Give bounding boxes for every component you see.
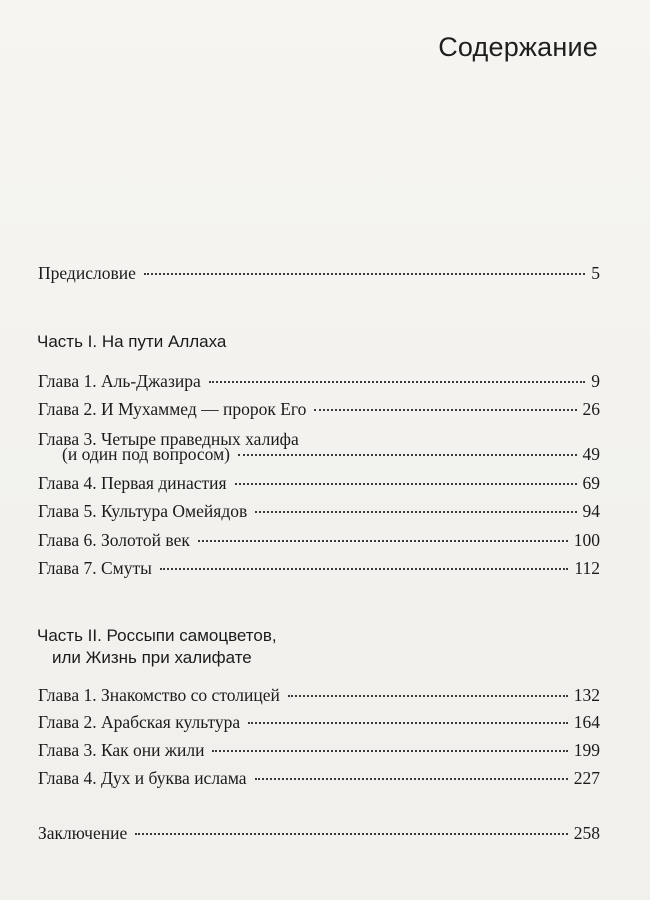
toc-entry — [38, 529, 600, 551]
toc-page-number: 199 — [573, 740, 600, 760]
toc-page-number: 9 — [591, 371, 600, 391]
toc-entry-conclusion — [38, 822, 600, 844]
toc-page-number: 227 — [573, 768, 600, 788]
toc-page-number: 100 — [573, 530, 600, 550]
toc-entry-label: Глава 2. И Мухаммед — пророк Его — [38, 399, 307, 419]
dot-leader — [314, 409, 576, 411]
dot-leader — [255, 511, 576, 513]
toc-entry — [38, 370, 600, 392]
dot-leader — [255, 778, 568, 780]
dot-leader — [235, 483, 577, 485]
toc-entry-label: Глава 5. Культура Омейядов — [38, 501, 248, 521]
dot-leader — [248, 722, 568, 724]
toc-page-number: 26 — [582, 399, 600, 419]
toc-page-number: 94 — [582, 501, 600, 521]
toc-entry-label: Глава 7. Смуты — [38, 558, 152, 578]
toc-entry-label: Глава 4. Первая династия — [38, 473, 227, 493]
toc-page-number: 132 — [573, 685, 600, 705]
dot-leader — [288, 695, 568, 697]
toc-entry-label: Глава 3. Четыре праведных халифа — [38, 429, 299, 449]
toc-entry — [38, 398, 600, 420]
part-heading-1: Часть I. На пути Аллаха — [37, 332, 227, 351]
part-heading-2: Часть II. Россыпи самоцветов, — [37, 626, 277, 645]
toc-entry-label: Глава 4. Дух и буква ислама — [38, 768, 247, 788]
toc-entry — [38, 472, 600, 494]
page-title: Содержание — [438, 32, 598, 62]
toc-page-number: 49 — [582, 444, 600, 464]
toc-entry-label: Глава 1. Знакомство со столицей — [38, 685, 280, 705]
toc-entry — [38, 684, 600, 706]
toc-entry-preface — [38, 262, 600, 284]
dot-leader — [144, 273, 585, 275]
toc-entry — [38, 767, 600, 789]
toc-page-number: 258 — [573, 823, 600, 843]
toc-entry-label: Глава 6. Золотой век — [38, 530, 190, 550]
toc-entry-label: Глава 2. Арабская культура — [38, 712, 241, 732]
part-heading-2-continued: или Жизнь при халифате — [52, 648, 252, 667]
toc-entry-label: Заключение — [38, 823, 128, 843]
dot-leader — [160, 568, 569, 570]
toc-entry-label: Глава 1. Аль-Джазира — [38, 371, 201, 391]
dot-leader — [212, 750, 567, 752]
toc-entry-label: Глава 3. Как они жили — [38, 740, 205, 760]
toc-entry-label-continued: (и один под вопросом) — [62, 444, 230, 464]
dot-leader — [135, 833, 568, 835]
toc-page-number: 112 — [574, 558, 600, 578]
toc-page-number: 164 — [573, 712, 600, 732]
toc-entry — [38, 500, 600, 522]
toc-page-number: 69 — [582, 473, 600, 493]
toc-entry — [38, 557, 600, 579]
toc-entry — [38, 711, 600, 733]
dot-leader — [209, 381, 586, 383]
dot-leader — [238, 454, 577, 456]
toc-entry — [62, 443, 600, 465]
dot-leader — [198, 540, 568, 542]
toc-entry — [38, 739, 600, 761]
toc-page-number: 5 — [591, 263, 600, 283]
toc-entry-label: Предисловие — [38, 263, 136, 283]
